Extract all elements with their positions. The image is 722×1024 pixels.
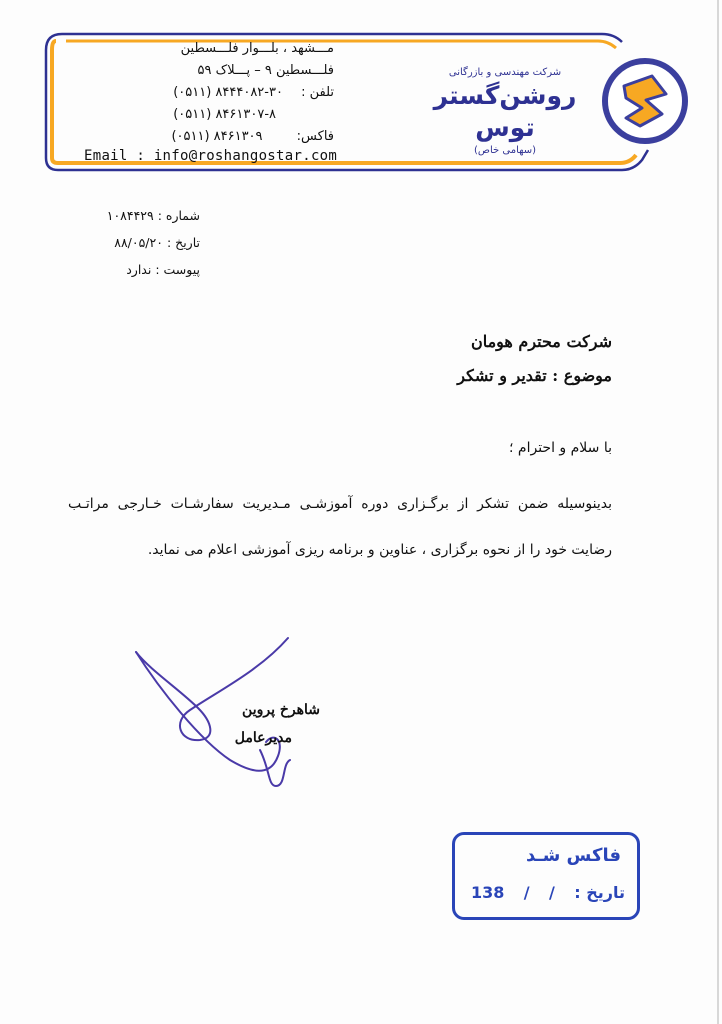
reference-block	[80, 202, 200, 283]
recipient: شرکت محترم هومان	[470, 332, 612, 351]
phone-row	[84, 82, 334, 104]
brand-block	[410, 66, 600, 158]
fax-stamp	[452, 832, 640, 920]
stamp-date-label: تاریخ :	[574, 883, 625, 902]
ref-number-label: شماره :	[157, 208, 200, 223]
address-line-1: مـــشهد ، بلـــوار فلـــسطین	[180, 41, 334, 56]
fax-number: (۰۵۱۱) ۸۴۶۱۳۰۹	[171, 129, 263, 144]
email-line: Email : info@roshangostar.com	[84, 148, 338, 164]
phone-number-1: (۰۵۱۱) ۸۴۴۴۰۸۲-۳۰	[173, 85, 283, 100]
greeting: با سلام و احترام ؛	[509, 440, 612, 456]
ref-date-row	[80, 229, 200, 256]
ref-number-value: ۱۰۸۴۴۲۹	[106, 208, 154, 223]
stamp-title: فاکس شـد	[526, 845, 621, 866]
ref-attachment-value: ندارد	[126, 262, 152, 277]
brand-subtitle: شرکت مهندسی و بازرگانی	[448, 67, 562, 78]
ref-attachment-label: پیوست :	[155, 262, 200, 277]
stamp-date-sep-1: /	[549, 883, 555, 902]
stamp-date-row	[471, 883, 625, 902]
ref-date-value: ۸۸/۰۵/۲۰	[114, 235, 163, 250]
phone-number-2: (۰۵۱۱) ۸۴۶۱۳۰۷-۸	[173, 107, 276, 122]
stamp-date-sep-2: /	[523, 883, 530, 902]
body-paragraph: بدینوسیله ضمن تشکر از برگـزاری دوره آموزشـی مـدیریت سفارشـات خـارجی مراتـب رضایت خود را از نحوه برگزاری ، عناوین و برنامه ریزی آموزشی اعلام می نماید.	[68, 496, 612, 558]
subject-line: موضوع : تقدیر و تشکر	[457, 366, 612, 385]
signer-name: شاهرخ پروین	[242, 702, 320, 718]
ref-attachment-row	[80, 256, 200, 283]
brand-name: روشن‌گستر توس	[433, 81, 577, 142]
signer-title: مدیرعامل	[234, 730, 292, 746]
ref-date-label: تاریخ :	[166, 235, 200, 250]
contact-block	[84, 38, 334, 148]
fax-row	[84, 126, 334, 148]
brand-type: (سهامی خاص)	[473, 145, 537, 156]
company-logo-icon	[600, 56, 690, 146]
phone-label: تلفن :	[301, 85, 334, 100]
stamp-year: 138	[471, 883, 505, 902]
ref-number-row	[80, 202, 200, 229]
scan-edge-line	[717, 0, 719, 1024]
phone-row-2	[84, 104, 334, 126]
fax-label: فاکس:	[296, 129, 334, 144]
address-line-2: فلـــسطین ۹ – پـــلاک ۵۹	[197, 63, 334, 78]
